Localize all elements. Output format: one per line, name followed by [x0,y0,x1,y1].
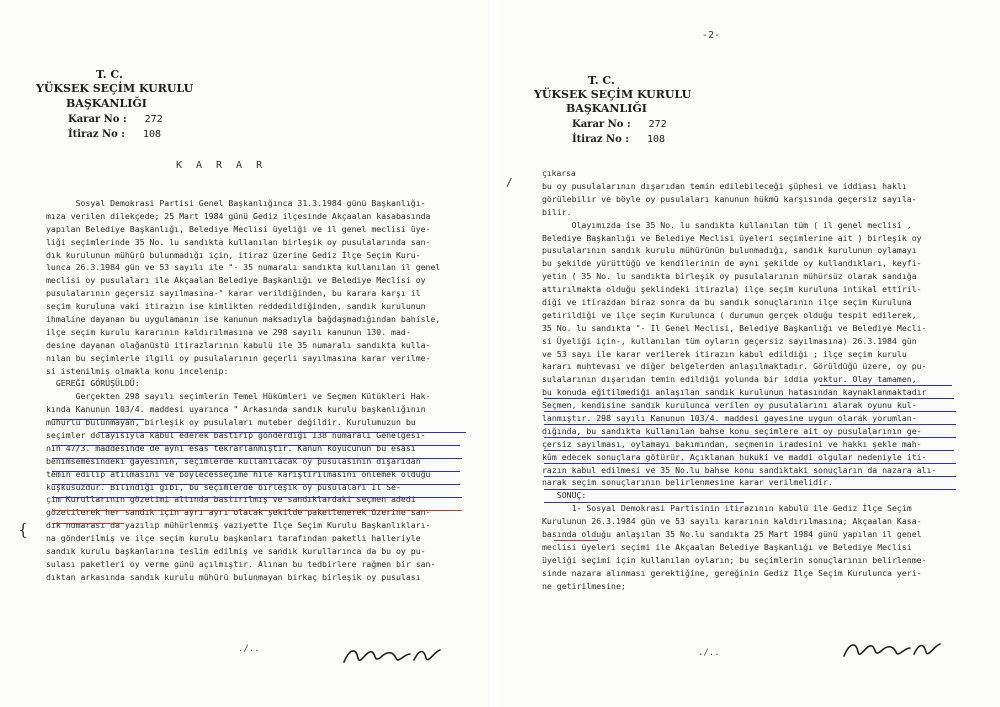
text-line: seçimler dolayısıyla kabul ederek bastırıp gönderdiği 138 numaralı Genelgesi- [46,430,426,441]
text-line: gözetilerek her sandık için ayrı ayrı olacak şekilde paketlenerek üzerine san- [46,507,431,518]
header-tc: T. C. [588,74,615,87]
underline-mark [52,419,144,420]
text-line: nin 47/3. maddesinde de aynı esas tekrarlanmıştır. Kanun koyucunun bu esası [46,442,416,453]
underline-mark [820,385,952,386]
text-line: bu oy pusulalarının dışarıdan temin edilebileceği şüphesi ve iddiası haklı [542,181,907,191]
text-line: sulası paketleri oy verme günü açılmıştır. Alınan bu tedbirlere rağmen bir san- [46,558,436,569]
underline-mark [544,502,744,503]
underline-mark [52,458,462,459]
page-divider [492,0,498,707]
text-line: desine dayanan olağanüstü itirazlarının kabulü ile 35 numaralı sandıkta kulla- [46,339,431,350]
text-line: yapılan Belediye Başkanlığı, Belediye Meclisi üyeliği ve il genel meclisi üye- [46,223,431,234]
text-line: kında Kanunun 103/4. maddesi uyarınca " Arkasında sandık kurulu başkanlığının [46,404,426,415]
text-line: lanmıştır. 298 sayılı Kanunun 103/4. maddesi gayesine uygun olarak yorumlan- [542,413,917,424]
itiraz-no-label: İtiraz No : [68,129,125,140]
text-line: Seçmen, kendisine sandık kurulunca verilen oy pusulalarını alarak oyunu kul- [542,400,917,411]
header-institution: YÜKSEK SEÇİM KURULU [534,88,692,101]
text-line: pusulalarının geçersiz sayılmasına-" karar verildiğinden, bu karara karşı il [46,288,421,299]
text-line: sulalarının dışarıdan temin edildiği yolunda bir iddia yoktur. Olay tamamen, [542,374,917,385]
text-line: razın kabul edilmesi ve 35 No.lu bahse konu sandıktaki sonuçların da nazara alı- [542,464,937,475]
text-line: attırılmakta olduğu şeklindeki itirazla) ilçe seçim kuruluna intikal ettiril- [542,284,922,295]
underline-mark [52,523,124,524]
text-line: ne getirilmesine; [542,580,626,591]
text-line: seçim kuruluna vaki itirazın ise kimlikten reddedildiğinden, sandık kurulunun [46,301,426,312]
text-line: benimsemesindeki gayesinin, seçimlerde kullanılacak oy pusulasının dışarıdan [46,455,421,466]
underline-mark [544,437,956,438]
underline-mark [554,540,598,541]
text-line: yetin ( 35 No. lu sandıkta birleşik oy pusulalarının mühürsüz olarak sandığa [542,271,917,282]
underline-mark [52,484,460,485]
text-line: mühürlü bulunmayan, birleşik oy pusulaları muteber değildir. Kurulumuzun bu [46,417,416,428]
text-line: bu konuda eğitilmediği anlaşılan sandık kurulunun hatasından kaynaklanmaktadır [542,387,927,398]
text-line: si istenilmiş olmakla konu incelenip: [46,365,229,376]
left-document-page [0,0,490,707]
underline-mark [544,463,956,464]
margin-slash-mark: / [506,176,513,189]
text-line: na gönderilmiş ve ilçe seçim kurulu başkanları tarafından paketli halleriyle [46,533,421,544]
continuation-mark: ./.. [698,648,720,658]
karar-no-value: 272 [144,114,163,125]
continuation-mark: ./.. [238,644,260,654]
itiraz-no [68,129,161,140]
underline-mark [544,476,956,477]
right-document-page [500,0,1000,707]
text-line: Olayımızda ise 35 No. lu sandıkta kullanılan tüm ( il genel meclisi , [542,219,912,230]
text-line: 1- Sosyal Demokrasi Partisinin itirazının kabulü ile Gediz İlçe Seçim [542,503,912,514]
text-line: kûm edecek sonuçlara götürür. Açıklanan hukuki ve maddi olgular nedeniyle iti- [542,451,927,462]
text-line: meclisi oy pusulaları ile Akçaalan Belediye Başkanlığı ve Belediye Meclisi oy [46,275,426,286]
text-line: ve 53 sayı ile karar verilerek itirazın kabul edildiği ; ilçe seçim kurulu [542,348,907,359]
text-line: lunca 26.3.1984 gün ve 53 sayılı ile "- 35 numaralı sandıkta kullanılan il genel [46,262,441,273]
karar-no-value: 272 [648,119,667,130]
text-line: dıktan arkasında sandık kurulu mühürü bulunmayan birkaç birleşik oy pusulası [46,571,421,582]
text-line: görülebilir ve böyle oy pusulaları kanunun hükmü karşısında geçersiz sayıla- [542,193,917,204]
underline-mark [52,471,460,472]
underline-mark [98,432,466,433]
text-line: sinde nazara alınması gerektiğine, gereğinin Gediz İlçe Seçim Kurulunca yeri- [542,567,922,578]
margin-bracket-mark: { [18,520,29,539]
itiraz-no-label: İtiraz No : [572,134,629,145]
text-line: üyeliği seçimi için kullanılan oyların; bu seçimlerin sonuçlarının belirlenme- [542,554,927,565]
text-line: mıza verilen dilekçede; 25 Mart 1984 günü Gediz ilçesinde Akçaalan kasabasında [46,210,431,221]
text-line: pusulalarının sandık kurulu mühürünün bulunmadığı, sandık kurulunun oylamayı [542,245,917,256]
underline-mark [52,497,462,498]
itiraz-no [572,134,665,145]
text-line: si Üyeliği için-, kullanılan tüm oyların geçersiz sayılmasına) 26.3.1984 gün [542,335,917,346]
itiraz-no-value: 108 [647,134,666,145]
header-institution: YÜKSEK SEÇİM KURULU [36,82,194,95]
text-line: sandık kurulu başkanlarına teslim edilmiş ve sandık kurullarınca da bu oy pu- [46,546,426,557]
text-line: liği seçimlerinde 35 No. lu sandıkta kullanılan birleşik oy pusulalarında san- [46,236,431,247]
text-line: narak seçim sonuçlarının belirlenmesine karar verilmelidir. [542,477,833,488]
text-line: dık numarası da yazılıp mühürlenmiş vaziyette İlçe Seçim Kurulu Başkanlıkları- [46,520,431,531]
inserted-word: çıkarsa [542,169,576,178]
header-tc: T. C. [96,68,123,81]
underline-mark [544,411,956,412]
text-line: Sosyal Demokrasi Partisi Genel Başkanlığınca 31.3.1984 günü Başkanlığı- [46,198,426,208]
text-line: çim Kurullarının gözetimi altında bastırılmış ve sandıklardaki seçmen adedi [46,494,416,505]
karar-title: KARAR [176,160,277,171]
header-presidency: BAŞKANLIĞI [566,102,647,115]
text-line: kararı muhtevası ve diğer belgelerden anlaşılmaktadır. Görüldüğü üzere, oy pu- [542,361,927,372]
text-line: bilir. [542,206,572,217]
text-line: dık kurulunun mühürü bulunmadığı için, itiraz üzerine Gediz İlçe Seçim Kuru- [46,249,421,260]
text-line: basında olduğu anlaşılan 35 No.lu sandıkta 25 Mart 1984 günü yapılan il genel [542,529,922,540]
text-line: 35 No. lu sandıkta "- İl Genel Meclisi, Belediye Başkanlığı ve Belediye Mecli- [542,322,927,333]
underline-mark [52,445,460,446]
text-line: dığında, bu sandıkta kullanılan bahse konu seçimlere ait oy pusulalarının ge- [542,425,922,436]
underline-mark [544,450,954,451]
itiraz-no-value: 108 [143,129,162,140]
right-body-text [542,180,936,593]
text-line: GEREĞİ GÖRÜŞÜLDÜ: [46,378,140,389]
text-line: Belediye Başkanlığı ve Belediye Meclisi üyeleri seçimlerine ait ) birleşik oy [542,232,922,243]
underline-mark [544,489,956,490]
header-presidency: BAŞKANLIĞI [66,97,147,110]
karar-no-label: Karar No : [572,119,631,130]
text-line: getirildiği ve ilçe seçim Kurulunca ( durumun gerçek olduğu tespit edilerek, [542,309,917,320]
signature-image [340,640,450,670]
underline-mark [544,424,956,425]
signature-image [840,634,950,664]
karar-no [572,119,667,130]
text-line: diği ve itirazdan biraz sonra da bu sandık sonuçlarının ilçe seçim Kuruluna [542,297,912,308]
text-line: meclisi üyeleri seçimi ile Akçaalan Belediye Başkanlığı ve Belediye Meclisi [542,541,912,552]
karar-no [68,114,163,125]
left-body-text [46,197,440,584]
text-line: Kurulunun 26.3.1984 gün ve 53 sayılı kararının kaldırılmasına; Akçaalan Kasa- [542,516,922,527]
text-line: ilçe seçim kurulu kararının kaldırılmasına ve 298 sayılı kanunun 130. mad- [46,326,411,337]
text-line: ihmaline dayanan bu uygulamanın ise kanunun maksadıyla bağdaşmadığından bahisle, [46,314,441,325]
text-line: SONUÇ: [542,490,587,501]
underline-mark [52,510,462,511]
text-line: kuşkusuzdur. Bilindiği gibi, bu seçimlerde birleşik oy pusulaları İl Se- [46,481,401,492]
text-line: Gerçekten 298 sayılı seçimlerin Temel Hükümleri ve Seçmen Kütükleri Hak- [46,391,431,402]
text-line: çersiz sayılması, oylamayı bakımından, seçmenin iradesini ve hakkı şekle mah- [542,438,922,449]
page-number: -2- [702,30,721,41]
karar-no-label: Karar No : [68,114,127,125]
text-line: temin edilip atılmasını ve böylecesseçime hile karıştırılmasını önlemek olduğu [46,468,431,479]
underline-mark [544,398,954,399]
text-line: bu şekilde yürüttüğü ve kendilerinin de aynı şekilde oy kullandıkları, keyfi- [542,258,922,269]
text-line: nılan bu seçimlerle ilgili oy pusulalarının geçerli sayılmasına karar verilme- [46,352,431,363]
